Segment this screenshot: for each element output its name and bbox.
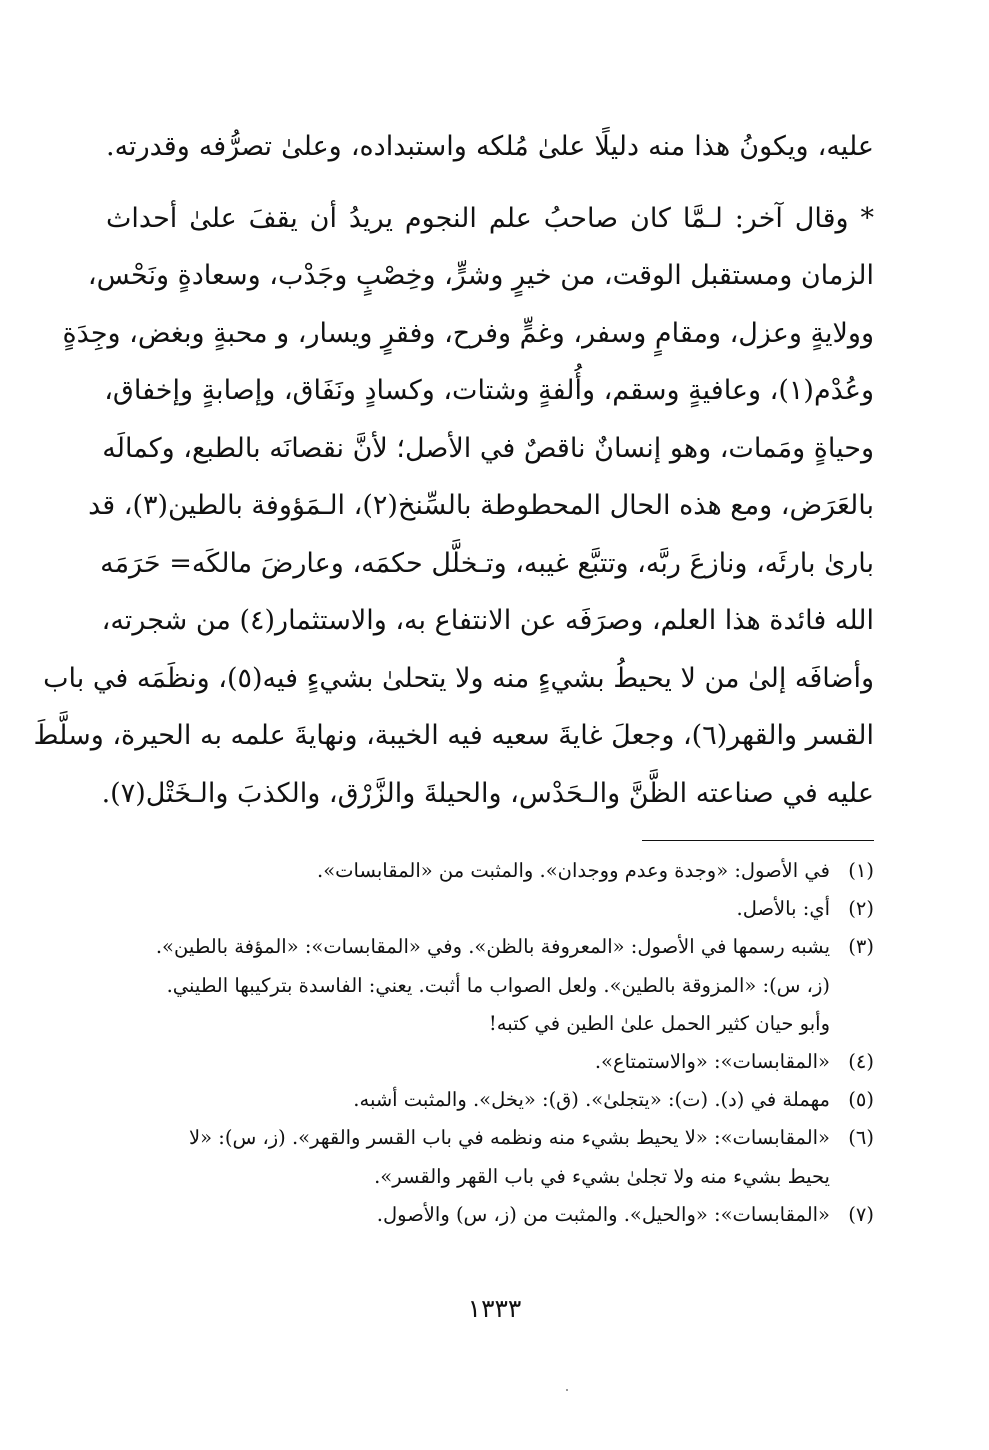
main-text-line: * وقال آخر: لـمَّا كان صاحبُ علم النجوم يريدُ أن يقفَ علىٰ أحداث: [106, 202, 874, 234]
main-text-line: القسر والقهر(٦)، وجعلَ غايةَ سعيه فيه الخيبة، ونهايةَ علمه به الحيرة، وسلَّطَ: [33, 720, 874, 751]
main-text-line: الله فائدة هذا العلم، وصرَفَه عن الانتفاع به، والاستثمار(٤) من شجرته،: [101, 605, 874, 636]
footnote-number: (٥): [848, 1088, 874, 1112]
footnote-number: (١): [848, 859, 874, 882]
footnote-text: [106, 1081, 830, 1119]
main-text: [33, 118, 874, 822]
main-text-line: بارىٰ بارئَه، ونازعَ ربَّه، وتتبَّع غيبه، وتـخلَّل حكمَه، وعارضَ مالكَه= حَرَمَه: [100, 547, 874, 579]
main-text-line: وعُدْم(١)، وعافيةٍ وسقم، وأُلفةٍ وشتات، وكسادٍ ونَفَاق، وإصابةٍ وإخفاق،: [104, 375, 874, 406]
footnote-number: (٦): [848, 1126, 874, 1150]
main-text-line: الزمان ومستقبل الوقت، من خيرٍ وشرٍّ، وخِصْبٍ وجَدْب، وسعادةٍ ونَحْس،: [87, 260, 874, 291]
footnote-line: وأبو حيان كثير الحمل علىٰ الطين في كتبه!: [488, 1011, 830, 1035]
footnote-number: (٧): [848, 1202, 874, 1226]
footnote-number: (٢): [848, 897, 874, 921]
footnote-3: [106, 928, 874, 1043]
footnote-2: [106, 890, 874, 928]
footnote-number: (٤): [848, 1050, 874, 1074]
footnote-text: [106, 890, 830, 928]
footnote-number: (٣): [848, 935, 874, 959]
scan-speck: [566, 1389, 568, 1391]
footnote-5: [106, 1081, 874, 1119]
footnote-text: [106, 928, 830, 1043]
main-text-line: وولايةٍ وعزل، ومقامٍ وسفر، وغمٍّ وفرح، وفقرٍ ويسار، و محبةٍ وبغض، وجِدَةٍ: [62, 317, 874, 349]
footnote-text: [106, 1043, 830, 1081]
footnote-text: [106, 852, 830, 890]
footnote-line: (ز، س): «المزوقة بالطين». ولعل الصواب ما أثبت. يعني: الفاسدة بتركيبها الطيني.: [166, 973, 830, 997]
main-text-line: عليه، ويكونُ هذا منه دليلًا علىٰ مُلكه واستبداده، وعلىٰ تصرُّفه وقدرته.: [106, 131, 874, 162]
main-text-line: وأضافَه إلىٰ من لا يحيطُ بشيءٍ منه ولا يتحلىٰ بشيءٍ فيه(٥)، ونظَمَه في باب: [43, 662, 874, 694]
footnote-6: [106, 1119, 874, 1195]
footnotes: [106, 852, 874, 1234]
main-text-line: بالعَرَض، ومع هذه الحال المحطوطة بالسِّنخ(٢)، الـمَؤوفة بالطين(٣)، قد: [88, 490, 874, 521]
main-text-line: وحياةٍ ومَمات، وهو إنسانٌ ناقصٌ في الأصل؛ لأنَّ نقصانَه بالطبع، وكمالَه: [102, 432, 874, 464]
footnote-line: يشبه رسمها في الأصول: «المعروفة بالظن». وفي «المقابسات»: «المؤفة بالطين».: [155, 935, 830, 959]
paragraph-gap: [106, 176, 874, 190]
footnote-divider: [642, 840, 874, 841]
footnote-line: أي: بالأصل.: [736, 897, 830, 921]
main-text-line: عليه في صناعته الظَّنَّ والـحَدْس، والحيلةَ والزَّرْق، والكذبَ والـخَتْل(٧).: [101, 777, 874, 809]
footnote-text: [106, 1119, 830, 1195]
footnote-text: [106, 1196, 830, 1234]
footnote-line: «المقابسات»: «والحيل». والمثبت من (ز، س) والأصول.: [376, 1202, 830, 1226]
footnote-line: «المقابسات»: «لا يحيط بشيء منه ونظمه في باب القسر والقهر». (ز، س): «لا: [189, 1126, 830, 1150]
footnote-1: [106, 852, 874, 890]
footnote-7: [106, 1196, 874, 1234]
footnote-line: في الأصول: «وجدة وعدم ووجدان». والمثبت من «المقابسات».: [317, 859, 830, 882]
footnote-line: «المقابسات»: «والاستمتاع».: [594, 1050, 830, 1074]
footnote-line: يحيط بشيء منه ولا تجلىٰ بشيء في باب القهر والقسر».: [374, 1164, 830, 1188]
footnote-line: مهملة في (د). (ت): «يتجلىٰ». (ق): «يخل». والمثبت أشبه.: [353, 1088, 830, 1112]
page-number: ١٣٣٣: [467, 1294, 522, 1323]
footnote-4: [106, 1043, 874, 1081]
